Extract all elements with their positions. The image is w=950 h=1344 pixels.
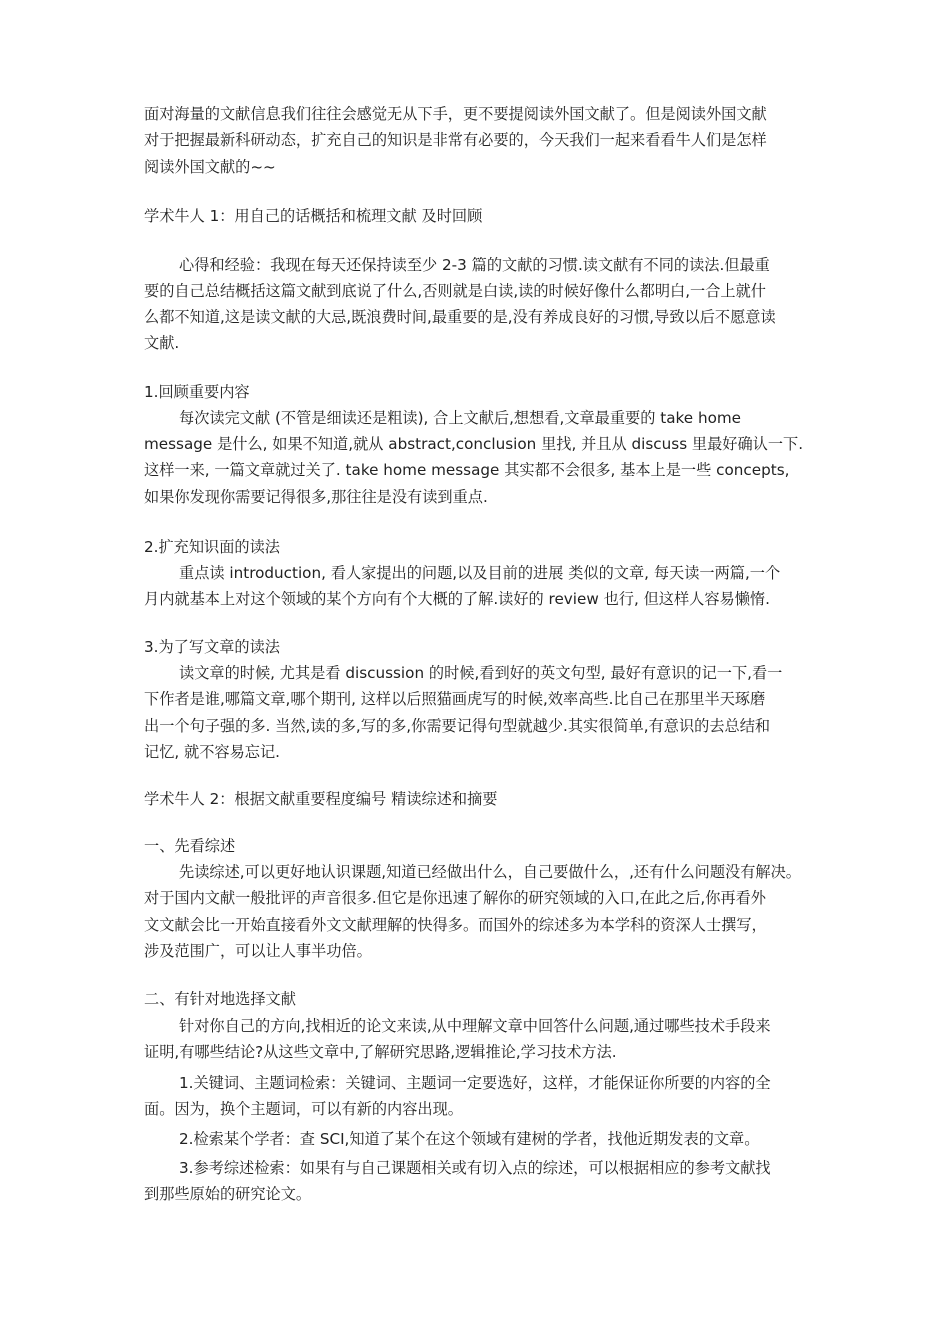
part2-line: 针对你自己的方向,找相近的论文来读,从中理解文章中回答什么问题,通过哪些技术手段来 — [179, 1017, 771, 1035]
section1-line: 每次读完文献 (不管是细读还是粗读), 合上文献后,想想看,文章最重要的 take home — [179, 409, 741, 427]
part2-item: 3.参考综述检索：如果有与自己课题相关或有切入点的综述，可以根据相应的参考文献找 — [179, 1159, 771, 1177]
scholar1-experience-line: 文献. — [144, 334, 180, 352]
part2-item: 2.检索某个学者：查 SCI,知道了某个在这个领域有建树的学者，找他近期发表的文章。 — [179, 1130, 760, 1148]
section1-title: 1.回顾重要内容 — [144, 383, 250, 401]
part1-line: 对于国内文献一般批评的声音很多.但它是你迅速了解你的研究领域的入口,在此之后,你再看外 — [144, 889, 766, 907]
part2-item: 到那些原始的研究论文。 — [144, 1185, 312, 1203]
part2-line: 证明,有哪些结论?从这些文章中,了解研究思路,逻辑推论,学习技术方法. — [144, 1043, 617, 1061]
section3-line: 记忆, 就不容易忘记. — [144, 743, 280, 761]
part1-title: 一、先看综述 — [144, 837, 236, 855]
section1-line: 这样一来, 一篇文章就过关了. take home message 其实都不会很多, 基本上是一些 concepts, — [144, 461, 790, 479]
scholar2-heading: 学术牛人 2：根据文献重要程度编号 精读综述和摘要 — [144, 790, 498, 808]
intro-line: 对于把握最新科研动态，扩充自己的知识是非常有必要的，今天我们一起来看看牛人们是怎样 — [144, 131, 767, 149]
section3-title: 3.为了写文章的读法 — [144, 638, 280, 656]
section1-line: message 是什么, 如果不知道,就从 abstract,conclusion 里找, 并且从 discuss 里最好确认一下. — [144, 435, 804, 453]
part2-title: 二、有针对地选择文献 — [144, 990, 296, 1008]
section3-line: 下作者是谁,哪篇文章,哪个期刊, 这样以后照猫画虎写的时候,效率高些.比自己在那里半天琢磨 — [144, 690, 766, 708]
scholar1-experience-line: 么都不知道,这是读文献的大忌,既浪费时间,最重要的是,没有养成良好的习惯,导致以后不愿意读 — [144, 308, 776, 326]
part2-item: 1.关键词、主题词检索：关键词、主题词一定要选好，这样，才能保证你所要的内容的全 — [179, 1074, 771, 1092]
part2-item: 面。因为，换个主题词，可以有新的内容出现。 — [144, 1100, 463, 1118]
section1-line: 如果你发现你需要记得很多,那往往是没有读到重点. — [144, 488, 488, 506]
intro-line: 面对海量的文献信息我们往往会感觉无从下手，更不要提阅读外国文献了。但是阅读外国文献 — [144, 105, 767, 123]
scholar1-experience-line: 要的自己总结概括这篇文献到底说了什么,否则就是白读,读的时候好像什么都明白,一合上就什 — [144, 282, 766, 300]
section3-line: 读文章的时候, 尤其是看 discussion 的时候,看到好的英文句型, 最好有意识的记一下,看一 — [179, 664, 783, 682]
section2-line: 月内就基本上对这个领域的某个方向有个大概的了解.读好的 review 也行, 但这样人容易懒惰. — [144, 590, 770, 608]
part1-line: 涉及范围广，可以让人事半功倍。 — [144, 942, 372, 960]
section2-line: 重点读 introduction, 看人家提出的问题,以及目前的进展 类似的文章, 每天读一两篇,一个 — [179, 564, 781, 582]
section2-title: 2.扩充知识面的读法 — [144, 538, 280, 556]
part1-line: 先读综述,可以更好地认识课题,知道已经做出什么，自己要做什么，,还有什么问题没有解决。 — [179, 863, 801, 881]
section3-line: 出一个句子强的多. 当然,读的多,写的多,你需要记得句型就越少.其实很简单,有意识的去总结和 — [144, 717, 771, 735]
scholar1-heading: 学术牛人 1：用自己的话概括和梳理文献 及时回顾 — [144, 207, 483, 225]
scholar1-experience-line: 心得和经验：我现在每天还保持读至少 2-3 篇的文献的习惯.读文献有不同的读法.但最重 — [179, 256, 770, 274]
intro-line: 阅读外国文献的~~ — [144, 158, 276, 176]
part1-line: 文文献会比一开始直接看外文文献理解的快得多。而国外的综述多为本学科的资深人士撰写， — [144, 916, 767, 934]
